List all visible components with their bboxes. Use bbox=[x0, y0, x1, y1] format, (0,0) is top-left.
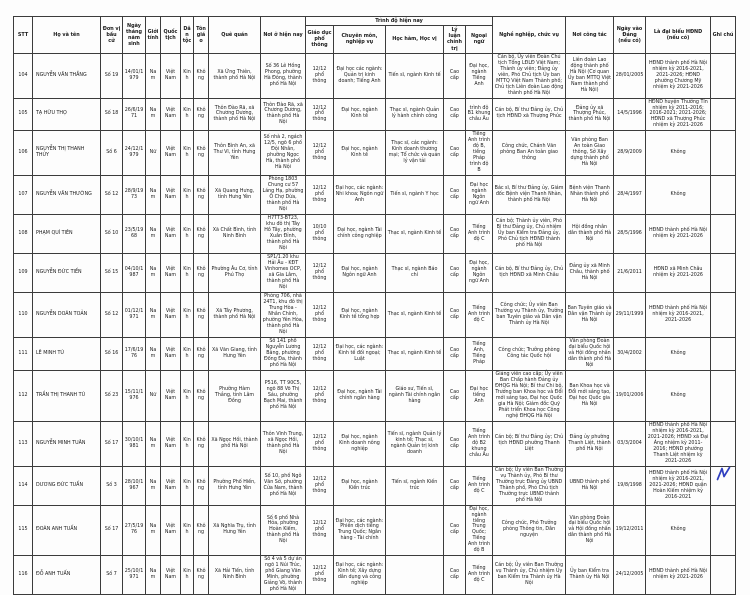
cell-hoc-ham-hoc-vi: Tiến sĩ, ngành Quản lý kinh tế; Thạc sĩ, ngành Quản trị kinh doanh bbox=[386, 421, 444, 466]
cell-chuyen-mon: Đại học, các ngành: Phiên dịch tiếng Trung Quốc; Ngân hàng - Tài chính bbox=[334, 505, 386, 556]
cell-hoc-ham-hoc-vi: Giáo sư, Tiến sĩ, ngành Tài chính ngân hàng bbox=[386, 370, 444, 421]
cell-noi-o-hien-nay: Số nhà 2, ngách 12/5, ngõ 6 phố Đội Nhân, phường Ngọc Hà, thành phố Hà Nội bbox=[261, 131, 306, 176]
cell-ngoai-ngu: Đại học tiếng Anh bbox=[466, 370, 493, 421]
cell-noi-cong-tac: Bệnh viện Thanh Nhàn thành phố Hà Nội bbox=[566, 176, 614, 215]
cell-gioi-tinh: Nam bbox=[146, 176, 161, 215]
cell-dai-bieu-hdnd: Không bbox=[646, 337, 711, 370]
cell-quoc-tich: Việt Nam bbox=[161, 176, 181, 215]
cell-que-quan: Xã Ngọc Hồi, thành phố Hà Nội bbox=[209, 421, 261, 466]
cell-giao-duc-pho-thong: 12/12 phổ thông bbox=[306, 466, 334, 505]
cell-ngoai-ngu: Đại học, ngành Tiếng Anh bbox=[466, 53, 493, 98]
cell-ngay-vao-dang: 28/9/2009 bbox=[614, 131, 646, 176]
cell-noi-o-hien-nay: Số 4 và 5 dự án ngõ 1 Núi Trúc, phố Giang Văn Minh, phường Giảng Võ, thành phố Hà Nội bbox=[261, 556, 306, 595]
cell-ngay-sinh: 15/11/1976 bbox=[123, 370, 146, 421]
cell-ly-luan-chinh-tri: Cao cấp bbox=[444, 131, 466, 176]
cell-dan-toc: Kinh bbox=[181, 466, 194, 505]
cell-ngay-sinh: 27/5/1976 bbox=[123, 505, 146, 556]
cell-que-quan: Phường Phố Hiến, tỉnh Hưng Yên bbox=[209, 466, 261, 505]
cell-noi-cong-tac: UBND thành phố Hà Nội bbox=[566, 466, 614, 505]
cell-giao-duc-pho-thong: 12/12 phổ thông bbox=[306, 131, 334, 176]
cell-ghi-chu bbox=[711, 98, 736, 131]
cell-hoc-ham-hoc-vi bbox=[386, 556, 444, 595]
cell-ton-giao: Không bbox=[194, 293, 209, 338]
cell-hoc-ham-hoc-vi: Tiến sĩ, ngành Kiến trúc bbox=[386, 466, 444, 505]
cell-ngay-vao-dang: 19/12/2011 bbox=[614, 505, 646, 556]
cell-ho-va-ten: TRẦN THỊ THANH TÚ bbox=[33, 370, 101, 421]
header-trinh-do-group: Trình độ hiện nay bbox=[306, 17, 493, 26]
cell-ton-giao: Không bbox=[194, 556, 209, 595]
cell-nghe-nghiep: Công chức, Chánh Văn phòng Ban An toàn giao thông bbox=[493, 131, 566, 176]
table-row bbox=[14, 337, 736, 370]
cell-dan-toc: Kinh bbox=[181, 505, 194, 556]
cell-noi-cong-tac: Đảng ủy phường Thanh Liệt, thành phố Hà Nội bbox=[566, 421, 614, 466]
cell-noi-o-hien-nay: Phòng 1803 Chung cư 57 Láng Hạ, phường Ô Chợ Dừa, thành phố Hà Nội bbox=[261, 176, 306, 215]
table-row bbox=[14, 53, 736, 98]
cell-gioi-tinh: Nữ bbox=[146, 131, 161, 176]
cell-ngoai-ngu: Tiếng Anh trình độ C bbox=[466, 466, 493, 505]
header-ngoai-ngu: Ngoại ngữ bbox=[466, 26, 493, 54]
cell-ghi-chu bbox=[711, 254, 736, 293]
cursor-icon bbox=[716, 466, 732, 481]
cell-ly-luan-chinh-tri: Cao cấp bbox=[444, 556, 466, 595]
cell-ton-giao: Không bbox=[194, 53, 209, 98]
cell-dai-bieu-hdnd: HĐND thành phố Hà Nội nhiệm kỳ 2016-2021, 2021-2026; HĐND phường Chương Mỹ nhiệm kỳ 2021-2026 bbox=[646, 53, 711, 98]
cell-noi-cong-tac: Văn phòng Ban An toàn Giao thông, Sở Xây dựng thành phố Hà Nội bbox=[566, 131, 614, 176]
cell-noi-cong-tac: Văn phòng Đoàn đại biểu Quốc hội và Hội đồng nhân dân thành phố Hà Nội bbox=[566, 337, 614, 370]
cell-ngay-sinh: 28/10/1967 bbox=[123, 466, 146, 505]
cell-chuyen-mon: Đại học các ngành: Quản trị kinh doanh; Tiếng Anh bbox=[334, 53, 386, 98]
cell-que-quan: Xã Văn Giang, tỉnh Hưng Yên bbox=[209, 337, 261, 370]
cell-ghi-chu bbox=[711, 421, 736, 466]
cell-gioi-tinh: Nam bbox=[146, 53, 161, 98]
cell-ho-va-ten: ĐOÀN ANH TUẤN bbox=[33, 505, 101, 556]
table-row bbox=[14, 98, 736, 131]
cell-ngay-vao-dang: 28/4/1997 bbox=[614, 176, 646, 215]
cell-ngay-sinh: 23/5/1968 bbox=[123, 215, 146, 254]
cell-stt: 108 bbox=[14, 215, 33, 254]
cell-don-vi-bau-cu: Số 16 bbox=[101, 337, 123, 370]
cell-chuyen-mon: Đại học, các ngành: Kinh tế đối ngoại; Luật bbox=[334, 337, 386, 370]
header-noi-o-hien-nay: Nơi ở hiện nay bbox=[261, 17, 306, 54]
cell-giao-duc-pho-thong: 12/12 phổ thông bbox=[306, 254, 334, 293]
cell-dai-bieu-hdnd: HĐND thành phố Hà Nội nhiệm kỳ 2016-2021, 2021-2026; HĐND quận Hoàn Kiếm nhiệm kỳ 2016-2021 bbox=[646, 466, 711, 505]
cell-dan-toc: Kinh bbox=[181, 337, 194, 370]
cell-quoc-tich: Việt Nam bbox=[161, 53, 181, 98]
cell-gioi-tinh: Nam bbox=[146, 421, 161, 466]
cell-ngay-vao-dang: 24/12/2005 bbox=[614, 556, 646, 595]
cell-ton-giao: Không bbox=[194, 505, 209, 556]
cell-ngoai-ngu: Tiếng Anh trình độ C bbox=[466, 215, 493, 254]
cell-ngay-vao-dang: 14/5/1996 bbox=[614, 98, 646, 131]
cell-dai-bieu-hdnd: Không bbox=[646, 176, 711, 215]
cell-nghe-nghiep: Cán bộ, Ủy viên Đoàn Chủ tịch Tổng LĐLĐ Việt Nam; Thành ủy viên; Đảng ủy viên, Phó Chủ tịch Ủy ban MTTQ Việt Nam Thành phố; Chủ tịch Liên đoàn Lao động thành phố Hà Nội bbox=[493, 53, 566, 98]
cell-que-quan: Xã Ứng Thiên, thành phố Hà Nội bbox=[209, 53, 261, 98]
cell-ho-va-ten: NGUYỄN MINH TUÂN bbox=[33, 421, 101, 466]
cell-noi-cong-tac: Ủy ban Kiểm tra Thành ủy Hà Nội bbox=[566, 556, 614, 595]
header-ngay-vao-dang: Ngày vào Đảng (nếu có) bbox=[614, 17, 646, 54]
cell-don-vi-bau-cu: Số 18 bbox=[101, 98, 123, 131]
cell-nghe-nghiep: Công chức, Phó Trưởng phòng Thông tin, Dân nguyện bbox=[493, 505, 566, 556]
cell-noi-o-hien-nay: Thôn Vĩnh Trung, xã Ngọc Hồi, thành phố Hà Nội bbox=[261, 421, 306, 466]
cell-ghi-chu bbox=[711, 370, 736, 421]
cell-nghe-nghiep: Cán bộ; Ủy viên Ban Thường vụ Thành ủy, Phó Bí thư Thường trực Đảng ủy UBND Thành phố, Phó Chủ tịch Thường trực UBND thành phố Hà Nội bbox=[493, 466, 566, 505]
cell-ly-luan-chinh-tri: Cao cấp bbox=[444, 254, 466, 293]
cell-que-quan: Xã Tây Phương, thành phố Hà Nội bbox=[209, 293, 261, 338]
cell-ly-luan-chinh-tri: Cao cấp bbox=[444, 98, 466, 131]
cell-noi-o-hien-nay: Thôn Đào Rã, xã Chương Dương, thành phố Hà Nội bbox=[261, 98, 306, 131]
cell-ton-giao: Không bbox=[194, 421, 209, 466]
cell-ghi-chu bbox=[711, 215, 736, 254]
cell-ngay-sinh: 17/6/1976 bbox=[123, 337, 146, 370]
cell-nghe-nghiep: Bác sĩ, Bí thư Đảng ủy, Giám đốc Bệnh viện Thanh Nhàn, thành phố Hà Nội bbox=[493, 176, 566, 215]
cell-ngay-vao-dang: 29/11/1999 bbox=[614, 293, 646, 338]
cell-ho-va-ten: TẠ HỮU THỌ bbox=[33, 98, 101, 131]
cell-ngay-vao-dang: 03/3/2004 bbox=[614, 421, 646, 466]
cell-quoc-tich: Việt Nam bbox=[161, 337, 181, 370]
cell-giao-duc-pho-thong: 12/12 phổ thông bbox=[306, 337, 334, 370]
cell-don-vi-bau-cu: Số 23 bbox=[101, 370, 123, 421]
header-don-vi-bau-cu: Đơn vị bầu cử bbox=[101, 17, 123, 54]
cell-ghi-chu bbox=[711, 131, 736, 176]
cell-stt: 105 bbox=[14, 98, 33, 131]
cell-ngay-sinh: 28/9/1973 bbox=[123, 176, 146, 215]
cell-noi-cong-tac: Văn phòng Đoàn đại biểu Quốc hội và Hội đồng nhân dân thành phố Hà Nội bbox=[566, 505, 614, 556]
cell-dan-toc: Kinh bbox=[181, 370, 194, 421]
cell-giao-duc-pho-thong: 12/12 phổ thông bbox=[306, 421, 334, 466]
header-ton-giao: Tôn giáo bbox=[194, 17, 209, 54]
cell-ho-va-ten: NGUYỄN VĂN THƯỜNG bbox=[33, 176, 101, 215]
cell-chuyen-mon: Đại học, ngành Ngôn ngữ Anh bbox=[334, 254, 386, 293]
cell-dan-toc: Kinh bbox=[181, 53, 194, 98]
cell-ho-va-ten: ĐỖ ANH TUẤN bbox=[33, 556, 101, 595]
cell-ngay-vao-dang: 19/01/2006 bbox=[614, 370, 646, 421]
cell-hoc-ham-hoc-vi: Thạc sĩ, các ngành: Kinh doanh thương mại; Tổ chức và quản lý vận tải bbox=[386, 131, 444, 176]
header-que-quan: Quê quán bbox=[209, 17, 261, 54]
cell-ngoai-ngu: trình độ B1 khung châu Âu bbox=[466, 98, 493, 131]
header-noi-cong-tac: Nơi công tác bbox=[566, 17, 614, 54]
table-row bbox=[14, 215, 736, 254]
cell-dai-bieu-hdnd: HĐND huyện Thường Tín nhiệm kỳ 2011-2016; 2016-2021; 2021-2026; HĐND xã Thượng Phúc nhiệm kỳ 2021-2026 bbox=[646, 98, 711, 131]
table-row bbox=[14, 176, 736, 215]
cell-chuyen-mon: Đại học, ngành Kinh tế tổng hợp bbox=[334, 293, 386, 338]
cell-que-quan: Xã Nghĩa Trụ, tỉnh Hưng Yên bbox=[209, 505, 261, 556]
cell-hoc-ham-hoc-vi: Tiến sĩ, ngành Y học bbox=[386, 176, 444, 215]
cell-ngay-vao-dang: 19/8/1998 bbox=[614, 466, 646, 505]
cell-ngay-sinh: 14/01/1979 bbox=[123, 53, 146, 98]
cell-ngoai-ngu: Đại học ngành Ngôn ngữ Anh bbox=[466, 176, 493, 215]
cell-stt: 106 bbox=[14, 131, 33, 176]
cell-gioi-tinh: Nam bbox=[146, 505, 161, 556]
cell-ton-giao: Không bbox=[194, 215, 209, 254]
header-ly-luan-chinh-tri: Lý luận chính trị bbox=[444, 26, 466, 54]
cell-nghe-nghiep: Công chức; Trưởng phòng Công tác Quốc hội bbox=[493, 337, 566, 370]
cell-chuyen-mon: Đại học, ngành Kinh tế bbox=[334, 131, 386, 176]
cell-que-quan: Xã Chất Bình, tỉnh Ninh Bình bbox=[209, 215, 261, 254]
cell-quoc-tich: Việt Nam bbox=[161, 466, 181, 505]
cell-nghe-nghiep: Giảng viên cao cấp; Ủy viên Ban Chấp hành Đảng ủy ĐHQG Hà Nội; Bí thư Chi bộ, Trưởng ban Khoa học và Đổi mới sáng tạo, Đại học Quốc gia Hà Nội; Giám đốc Quỹ Phát triển Khoa học Công nghệ ĐHQG Hà Nội bbox=[493, 370, 566, 421]
cell-ly-luan-chinh-tri: Cao cấp bbox=[444, 53, 466, 98]
cell-quoc-tich: Việt Nam bbox=[161, 370, 181, 421]
cell-ngay-sinh: 24/12/1979 bbox=[123, 131, 146, 176]
cell-chuyen-mon: Đại học, ngành Kinh tế bbox=[334, 98, 386, 131]
cell-don-vi-bau-cu: Số 17 bbox=[101, 421, 123, 466]
cell-noi-cong-tac: Ban Khoa học và Đổi mới sáng tạo, Đại học Quốc gia Hà Nội bbox=[566, 370, 614, 421]
cell-ghi-chu bbox=[711, 337, 736, 370]
cell-dai-bieu-hdnd: HĐND thành phố Hà Nội nhiệm kỳ 2021-2026 bbox=[646, 556, 711, 595]
cell-chuyen-mon: Đại học, các ngành: Nhi khoa; Ngôn ngữ Anh bbox=[334, 176, 386, 215]
cell-ngoai-ngu: Tiếng Anh trình độ B2 khung châu Âu bbox=[466, 421, 493, 466]
cell-quoc-tich: Việt Nam bbox=[161, 98, 181, 131]
table-row bbox=[14, 556, 736, 595]
cell-ho-va-ten: NGUYỄN THỊ THANH THỦY bbox=[33, 131, 101, 176]
cell-don-vi-bau-cu: Số 12 bbox=[101, 176, 123, 215]
cell-quoc-tich: Việt Nam bbox=[161, 505, 181, 556]
header-quoc-tich: Quốc tịch bbox=[161, 17, 181, 54]
cell-ghi-chu bbox=[711, 293, 736, 338]
cell-gioi-tinh: Nam bbox=[146, 215, 161, 254]
cell-ho-va-ten: NGUYỄN ĐỨC TIẾN bbox=[33, 254, 101, 293]
cell-noi-o-hien-nay: SP1/1.20 khu Hải Âu - KĐT Vinhomes OCP, xã Gia Lâm, thành phố Hà Nội bbox=[261, 254, 306, 293]
cell-dai-bieu-hdnd: Không bbox=[646, 505, 711, 556]
table-row bbox=[14, 254, 736, 293]
cell-dai-bieu-hdnd: HĐND thành phố Hà Nội nhiệm kỳ 2016-2021, 2021-2026 bbox=[646, 293, 711, 338]
cell-noi-cong-tac: Liên đoàn Lao động thành phố Hà Nội (Cơ quan Ủy ban MTTQ Việt Nam thành phố Hà Nội) bbox=[566, 53, 614, 98]
cell-dai-bieu-hdnd: HĐND xã Minh Châu nhiệm kỳ 2021-2026 bbox=[646, 254, 711, 293]
cell-giao-duc-pho-thong: 12/12 phổ thông bbox=[306, 53, 334, 98]
cell-ton-giao: Không bbox=[194, 254, 209, 293]
cell-giao-duc-pho-thong: 10/10 phổ thông bbox=[306, 215, 334, 254]
cell-ngoai-ngu: Đại học, ngành Ngôn ngữ Anh bbox=[466, 254, 493, 293]
cell-hoc-ham-hoc-vi: Tiến sĩ, ngành Kinh tế bbox=[386, 53, 444, 98]
cell-giao-duc-pho-thong: 12/12 phổ thông bbox=[306, 556, 334, 595]
cell-ly-luan-chinh-tri: Cao cấp bbox=[444, 466, 466, 505]
cell-ly-luan-chinh-tri: Cao cấp bbox=[444, 215, 466, 254]
cell-gioi-tinh: Nam bbox=[146, 337, 161, 370]
header-ngay-sinh: Ngày tháng năm sinh bbox=[123, 17, 146, 54]
cell-ngay-sinh: 25/10/1971 bbox=[123, 556, 146, 595]
cell-ton-giao: Không bbox=[194, 131, 209, 176]
cell-ngoai-ngu: Tiếng Anh trình độ C bbox=[466, 556, 493, 595]
cell-quoc-tich: Việt Nam bbox=[161, 421, 181, 466]
cell-gioi-tinh: Nam bbox=[146, 466, 161, 505]
cell-ly-luan-chinh-tri: Cao cấp bbox=[444, 293, 466, 338]
cell-ly-luan-chinh-tri: Cao cấp bbox=[444, 370, 466, 421]
table-row bbox=[14, 370, 736, 421]
cell-ly-luan-chinh-tri: Cao cấp bbox=[444, 505, 466, 556]
cell-dan-toc: Kinh bbox=[181, 98, 194, 131]
cell-giao-duc-pho-thong: 12/12 phổ thông bbox=[306, 293, 334, 338]
cell-hoc-ham-hoc-vi: Thạc sĩ, ngành Báo chí bbox=[386, 254, 444, 293]
cell-ly-luan-chinh-tri: Cao cấp bbox=[444, 421, 466, 466]
cell-chuyen-mon: Đại học, ngành Kinh doanh nông nghiệp bbox=[334, 421, 386, 466]
cell-ly-luan-chinh-tri: Cao cấp bbox=[444, 337, 466, 370]
cell-nghe-nghiep: Công chức; Ủy viên Ban Thường vụ Thành ủy, Trưởng ban Tuyên giáo và Dân vận Thành ủy Hà Nội bbox=[493, 293, 566, 338]
cell-dan-toc: Kinh bbox=[181, 556, 194, 595]
cell-don-vi-bau-cu: Số 17 bbox=[101, 505, 123, 556]
cell-ngoai-ngu: Tiếng Anh, Tiếng Pháp bbox=[466, 337, 493, 370]
cell-gioi-tinh: Nữ bbox=[146, 370, 161, 421]
cell-don-vi-bau-cu: Số 12 bbox=[101, 293, 123, 338]
cell-gioi-tinh: Nam bbox=[146, 556, 161, 595]
cell-don-vi-bau-cu: Số 19 bbox=[101, 53, 123, 98]
cell-quoc-tich: Việt Nam bbox=[161, 131, 181, 176]
cell-ho-va-ten: DƯƠNG ĐỨC TUẤN bbox=[33, 466, 101, 505]
cell-ho-va-ten: PHẠM QUÍ TIÊN bbox=[33, 215, 101, 254]
cell-que-quan: Phường Hàm Thắng, tỉnh Lâm Đồng bbox=[209, 370, 261, 421]
table-row bbox=[14, 293, 736, 338]
header-giao-duc-pho-thong: Giáo dục phổ thông bbox=[306, 26, 334, 54]
cell-ho-va-ten: LÊ MINH TÚ bbox=[33, 337, 101, 370]
cell-dan-toc: Kinh bbox=[181, 254, 194, 293]
header-stt: STT bbox=[14, 17, 33, 54]
cell-chuyen-mon: Đại học, các ngành: Kinh tế; Xây dựng dân dụng và công nghiệp bbox=[334, 556, 386, 595]
cell-nghe-nghiep: Cán bộ, Bí thư Đảng ủy, Chủ tịch HĐND xã Minh Châu bbox=[493, 254, 566, 293]
table-row bbox=[14, 466, 736, 505]
cell-chuyen-mon: Đại học, ngành Tài chính ngân hàng bbox=[334, 370, 386, 421]
cell-dan-toc: Kinh bbox=[181, 421, 194, 466]
cell-ngoai-ngu: Tiếng Anh trình độ B, tiếng Pháp trình độ B bbox=[466, 131, 493, 176]
cell-dan-toc: Kinh bbox=[181, 215, 194, 254]
cell-ton-giao: Không bbox=[194, 98, 209, 131]
cell-don-vi-bau-cu: Số 15 bbox=[101, 254, 123, 293]
cell-dan-toc: Kinh bbox=[181, 293, 194, 338]
cell-ton-giao: Không bbox=[194, 337, 209, 370]
cell-giao-duc-pho-thong: 12/12 phổ thông bbox=[306, 176, 334, 215]
header-dan-toc: Dân tộc bbox=[181, 17, 194, 54]
header-dai-bieu-hdnd: Là đại biểu HĐND (nếu có) bbox=[646, 17, 711, 54]
cell-ho-va-ten: NGUYỄN DOÃN TOẢN bbox=[33, 293, 101, 338]
cell-ton-giao: Không bbox=[194, 370, 209, 421]
cell-noi-o-hien-nay: Số 141 phố Nguyễn Lương Bằng, phường Đống Đa, thành phố Hà Nội bbox=[261, 337, 306, 370]
cell-don-vi-bau-cu: Số 3 bbox=[101, 466, 123, 505]
table-header bbox=[14, 17, 736, 54]
cell-ngay-sinh: 01/12/1971 bbox=[123, 293, 146, 338]
cell-noi-cong-tac: Đảng ủy xã Minh Châu, thành phố Hà Nội bbox=[566, 254, 614, 293]
table-row bbox=[14, 421, 736, 466]
cell-ngay-vao-dang: 28/01/2005 bbox=[614, 53, 646, 98]
cell-hoc-ham-hoc-vi: Thạc sĩ, ngành Quản lý hành chính công bbox=[386, 98, 444, 131]
cell-stt: 107 bbox=[14, 176, 33, 215]
header-ghi-chu: Ghi chú bbox=[711, 17, 736, 54]
cell-stt: 109 bbox=[14, 254, 33, 293]
cell-hoc-ham-hoc-vi: Thạc sĩ, ngành Kinh tế bbox=[386, 293, 444, 338]
cell-quoc-tich: Việt Nam bbox=[161, 293, 181, 338]
cell-dai-bieu-hdnd: HĐND thành phố Hà Nội nhiệm kỳ 2016-2021, 2021-2026; HĐND xã Đại Áng nhiệm kỳ 2011-2016; HĐND phường Thanh Liệt nhiệm kỳ 2021-2026 bbox=[646, 421, 711, 466]
cell-don-vi-bau-cu: Số 7 bbox=[101, 556, 123, 595]
cell-quoc-tich: Việt Nam bbox=[161, 556, 181, 595]
cell-noi-o-hien-nay: Số 36 Lê Hồng Phong, phường Hà Đông, thành phố Hà Nội bbox=[261, 53, 306, 98]
cell-ghi-chu bbox=[711, 505, 736, 556]
cell-nghe-nghiep: Cán bộ; Ủy viên Ban Thường vụ Thành ủy, Chủ nhiệm Ủy ban Kiểm tra Thành ủy Hà Nội bbox=[493, 556, 566, 595]
cell-gioi-tinh: Nam bbox=[146, 254, 161, 293]
cell-que-quan: Thôn Đào Rã, xã Chương Dương, thành phố Hà Nội bbox=[209, 98, 261, 131]
cell-ngay-sinh: 30/10/1981 bbox=[123, 421, 146, 466]
cell-chuyen-mon: Đại học, ngành Tài chính công nghiệp bbox=[334, 215, 386, 254]
header-nghe-nghiep: Nghề nghiệp, chức vụ bbox=[493, 17, 566, 54]
header-chuyen-mon: Chuyên môn, nghiệp vụ bbox=[334, 26, 386, 54]
cell-dai-bieu-hdnd: Không bbox=[646, 370, 711, 421]
cell-noi-o-hien-nay: H7TT3-BT23, khu đô thị Tây Hồ Tây, phường Xuân Đỉnh, thành phố Hà Nội bbox=[261, 215, 306, 254]
table-row bbox=[14, 131, 736, 176]
header-hoc-ham-hoc-vi: Học hàm, Học vị bbox=[386, 26, 444, 54]
cell-nghe-nghiep: Cán bộ, Bí thư Đảng ủy, Chủ tịch HĐND xã Thượng Phúc bbox=[493, 98, 566, 131]
cell-nghe-nghiep: Cán bộ; Thành ủy viên, Phó Bí thư Đảng ủy, Chủ nhiệm Ủy ban Kiểm tra Đảng ủy, Phó Chủ tịch HĐND thành phố Hà Nội bbox=[493, 215, 566, 254]
cell-dan-toc: Kinh bbox=[181, 131, 194, 176]
cell-dai-bieu-hdnd: HĐND thành phố Hà Nội nhiệm kỳ 2021-2026 bbox=[646, 215, 711, 254]
cell-ngoai-ngu: Đại học, ngành tiếng Trung Quốc; Tiếng Anh trình độ B bbox=[466, 505, 493, 556]
cell-stt: 116 bbox=[14, 556, 33, 595]
cell-ton-giao: Không bbox=[194, 466, 209, 505]
cell-hoc-ham-hoc-vi: Thạc sĩ, ngành Kinh tế bbox=[386, 337, 444, 370]
cell-ngay-vao-dang: 28/5/1996 bbox=[614, 215, 646, 254]
cell-que-quan: Xã Quang Hưng, tỉnh Hưng Yên bbox=[209, 176, 261, 215]
cell-quoc-tich: Việt Nam bbox=[161, 254, 181, 293]
cell-giao-duc-pho-thong: 12/12 phổ thông bbox=[306, 505, 334, 556]
cell-stt: 114 bbox=[14, 466, 33, 505]
cell-ton-giao: Không bbox=[194, 176, 209, 215]
cell-stt: 104 bbox=[14, 53, 33, 98]
cell-chuyen-mon: Đại học, ngành Kiến trúc bbox=[334, 466, 386, 505]
cell-stt: 110 bbox=[14, 293, 33, 338]
cell-nghe-nghiep: Cán bộ; Bí thư Đảng ủy; Chủ tịch HĐND phường Thanh Liệt bbox=[493, 421, 566, 466]
cell-stt: 113 bbox=[14, 421, 33, 466]
cell-don-vi-bau-cu: Số 6 bbox=[101, 131, 123, 176]
cell-stt: 111 bbox=[14, 337, 33, 370]
cell-ghi-chu bbox=[711, 53, 736, 98]
cell-ho-va-ten: NGUYỄN VĂN THẮNG bbox=[33, 53, 101, 98]
cell-stt: 112 bbox=[14, 370, 33, 421]
cell-dai-bieu-hdnd: Không bbox=[646, 131, 711, 176]
cell-quoc-tich: Việt Nam bbox=[161, 215, 181, 254]
cell-ngay-sinh: 26/6/1971 bbox=[123, 98, 146, 131]
cell-stt: 115 bbox=[14, 505, 33, 556]
cell-noi-cong-tac: Đảng ủy xã Thượng Phúc, thành phố Hà Nội bbox=[566, 98, 614, 131]
cell-noi-o-hien-nay: Số 6 phố Nhà Hỏa, phường Hoàn Kiếm, thành phố Hà Nội bbox=[261, 505, 306, 556]
cell-noi-o-hien-nay: Số 10, phố Ngô Văn Sở, phường Cửa Nam, thành phố Hà Nội bbox=[261, 466, 306, 505]
cell-don-vi-bau-cu: Số 10 bbox=[101, 215, 123, 254]
cell-ngoai-ngu: Tiếng Anh trình độ C bbox=[466, 293, 493, 338]
table-row bbox=[14, 505, 736, 556]
cell-noi-cong-tac: Ban Tuyên giáo và Dân vận Thành ủy Hà Nội bbox=[566, 293, 614, 338]
cell-hoc-ham-hoc-vi bbox=[386, 505, 444, 556]
cell-noi-o-hien-nay: Phòng 706, nhà 24T1, khu đô thị Trung Hòa - Nhân Chính, phường Yên Hòa, thành phố Hà Nội bbox=[261, 293, 306, 338]
cell-ghi-chu bbox=[711, 176, 736, 215]
cell-que-quan: Phường Âu Cơ, tỉnh Phú Thọ bbox=[209, 254, 261, 293]
cell-giao-duc-pho-thong: 12/12 phổ thông bbox=[306, 98, 334, 131]
cell-que-quan: Thôn Bình An, xã Thư Vĩ, tỉnh Hưng Yên bbox=[209, 131, 261, 176]
cell-ngay-vao-dang: 30/4/2002 bbox=[614, 337, 646, 370]
cell-ngay-sinh: 04/10/1987 bbox=[123, 254, 146, 293]
cell-giao-duc-pho-thong: 12/12 phổ thông bbox=[306, 370, 334, 421]
cell-dan-toc: Kinh bbox=[181, 176, 194, 215]
cell-gioi-tinh: Nam bbox=[146, 293, 161, 338]
header-ho-va-ten: Họ và tên bbox=[33, 17, 101, 54]
cell-ly-luan-chinh-tri: Cao cấp bbox=[444, 176, 466, 215]
header-gioi-tinh: Giới tính bbox=[146, 17, 161, 54]
cell-que-quan: Xã Hải Tiến, tỉnh Ninh Bình bbox=[209, 556, 261, 595]
cell-noi-cong-tac: Hội đồng nhân dân thành phố Hà Nội bbox=[566, 215, 614, 254]
cell-ghi-chu bbox=[711, 556, 736, 595]
cell-gioi-tinh: Nam bbox=[146, 98, 161, 131]
table-body bbox=[14, 53, 736, 595]
deputies-table bbox=[13, 16, 736, 595]
cell-ngay-vao-dang: 21/6/2011 bbox=[614, 254, 646, 293]
cell-noi-o-hien-nay: P516, TT 90C5, ngõ 88 Võ Thị Sáu, phường Bạch Mai, thành phố Hà Nội bbox=[261, 370, 306, 421]
cell-hoc-ham-hoc-vi: Thạc sĩ, ngành Kinh tế bbox=[386, 215, 444, 254]
